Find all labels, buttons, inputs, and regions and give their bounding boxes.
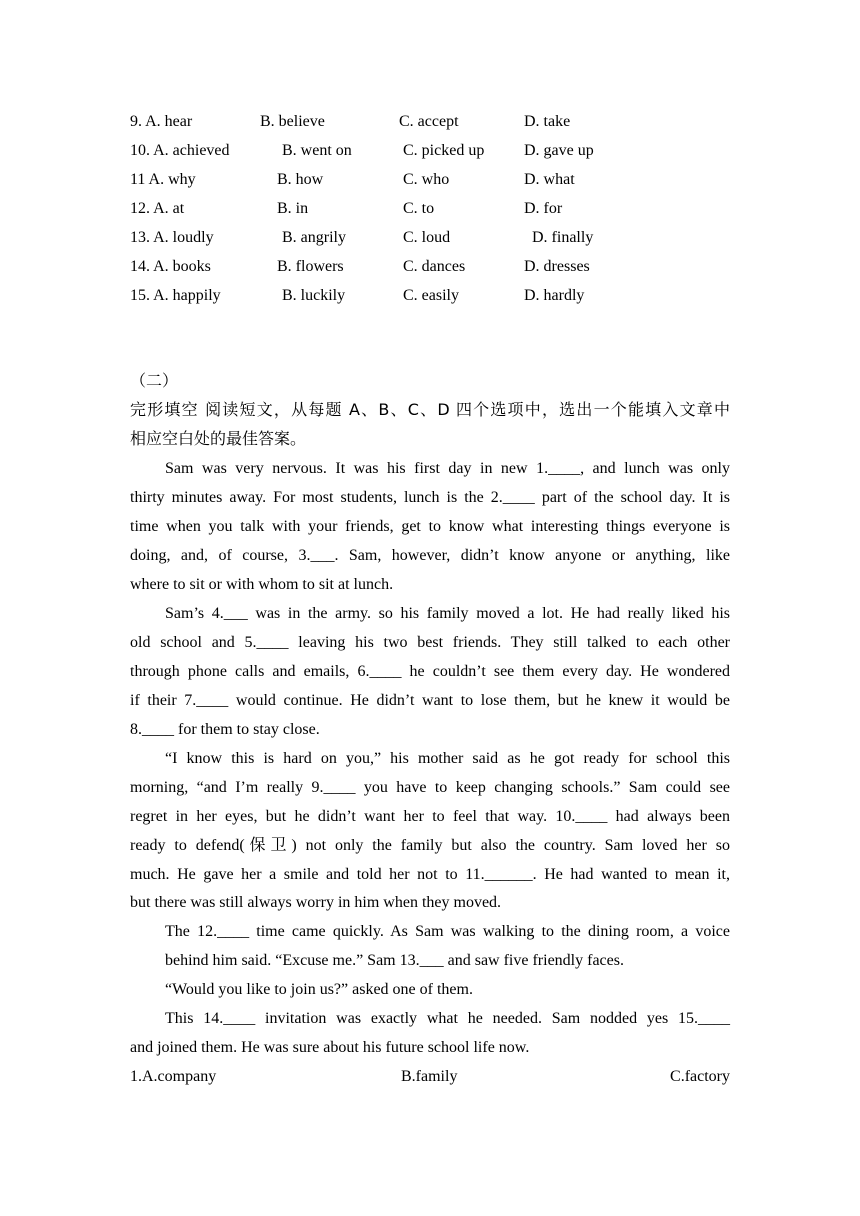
passage-line: old school and 5.____ leaving his two best friends. They still talked to each other xyxy=(130,634,730,651)
option-d: D. finally xyxy=(532,229,594,246)
passage-line: regret in her eyes, but he didn’t want her to feel that way. 10.____ had always been xyxy=(130,808,730,825)
option-d: D. gave up xyxy=(524,142,594,159)
option-d: D. dresses xyxy=(524,258,590,275)
option-d: D. what xyxy=(524,171,575,188)
passage-line: This 14.____ invitation was exactly what he needed. Sam nodded yes 15.____ xyxy=(165,1010,730,1027)
passage-line: through phone calls and emails, 6.____ he couldn’t see them every day. He wondered xyxy=(130,663,730,680)
instructions-line: 完形填空 阅读短文，从每题 A、B、C、D 四个选项中，选出一个能填入文章中 xyxy=(130,400,730,419)
option-b: B. how xyxy=(277,171,324,188)
option-a: 9. A. hear xyxy=(130,113,193,130)
option-c: C.factory xyxy=(670,1068,730,1085)
passage-line: where to sit or with whom to sit at lunch. xyxy=(130,576,394,593)
passage-line: morning, “and I’m really 9.____ you have to keep changing schools.” Sam could see xyxy=(130,779,730,796)
option-c: C. who xyxy=(403,171,450,188)
passage-line: time when you talk with your friends, get to know what interesting things everyone is xyxy=(130,518,730,535)
option-a: 10. A. achieved xyxy=(130,142,230,159)
passage-line: The 12.____ time came quickly. As Sam was walking to the dining room, a voice xyxy=(165,923,730,940)
option-c: C. loud xyxy=(403,229,451,246)
passage-line: Sam was very nervous. It was his first day in new 1.____, and lunch was only xyxy=(165,460,730,477)
option-b: B.family xyxy=(401,1068,458,1085)
option-row xyxy=(130,1067,730,1096)
option-a: 15. A. happily xyxy=(130,287,221,304)
option-a: 1.A.company xyxy=(130,1068,217,1085)
option-b: B. in xyxy=(277,200,309,217)
option-c: C. dances xyxy=(403,258,466,275)
option-d: D. hardly xyxy=(524,287,585,304)
option-b: B. angrily xyxy=(282,229,346,246)
passage-line: “I know this is hard on you,” his mother said as he got ready for school this xyxy=(165,750,730,767)
option-a: 12. A. at xyxy=(130,200,185,217)
passage-line: thirty minutes away. For most students, lunch is the 2.____ part of the school day. It is xyxy=(130,489,730,506)
passage-line: 8.____ for them to stay close. xyxy=(130,721,320,738)
option-b: B. believe xyxy=(260,113,325,130)
option-b: B. went on xyxy=(282,142,352,159)
passage-line: doing, and, of course, 3.___. Sam, however, didn’t know anyone or anything, like xyxy=(130,547,730,564)
option-c: C. to xyxy=(403,200,435,217)
option-a: 14. A. books xyxy=(130,258,211,275)
option-c: C. picked up xyxy=(403,142,485,159)
option-d: D. take xyxy=(524,113,571,130)
passage-line: but there was still always worry in him when they moved. xyxy=(130,894,502,911)
passage-line: “Would you like to join us?” asked one of them. xyxy=(165,981,473,998)
option-a: 11 A. why xyxy=(130,171,196,188)
option-d: D. for xyxy=(524,200,563,217)
passage-line: ready to defend(保卫) not only the family but also the country. Sam loved her so xyxy=(130,837,730,854)
instructions-line: 相应空白处的最佳答案。 xyxy=(130,429,307,448)
passage-line: and joined them. He was sure about his future school life now. xyxy=(130,1039,530,1056)
passage-line: much. He gave her a smile and told her not to 11.______. He had wanted to mean it, xyxy=(130,866,730,883)
passage-line: if their 7.____ would continue. He didn’t want to lose them, but he knew it would be xyxy=(130,692,730,709)
option-b: B. flowers xyxy=(277,258,344,275)
option-c: C. easily xyxy=(403,287,459,304)
passage-line: Sam’s 4.___ was in the army. so his family moved a lot. He had really liked his xyxy=(165,605,730,622)
passage-line: behind him said. “Excuse me.” Sam 13.___ and saw five friendly faces. xyxy=(165,952,624,969)
option-c: C. accept xyxy=(399,113,459,130)
section-heading: （二） xyxy=(130,371,179,390)
option-a: 13. A. loudly xyxy=(130,229,214,246)
option-b: B. luckily xyxy=(282,287,346,304)
